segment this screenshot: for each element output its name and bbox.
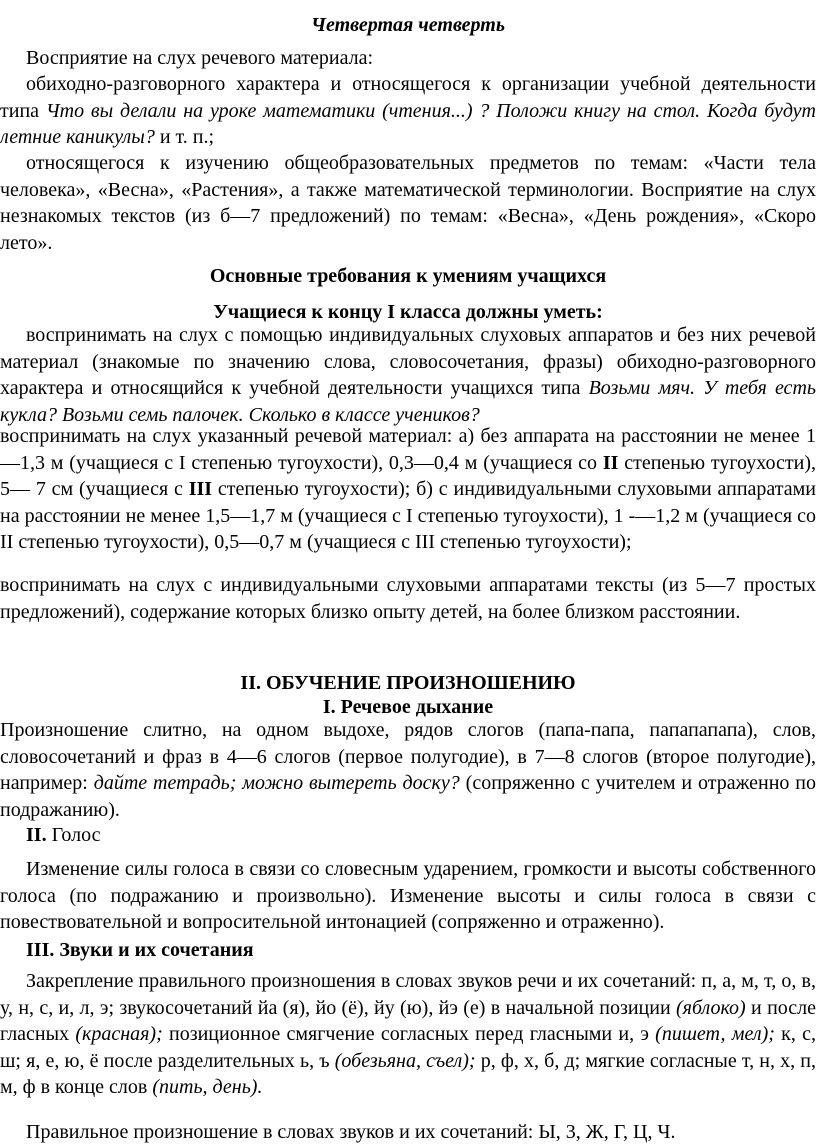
paragraph-everyday-speech	[0, 71, 816, 151]
degree-label: III	[188, 478, 213, 500]
example-phrases: Что вы делали на уроке математики (чтения...) ? Положи книгу на стол. Когда будут летние каникулы?	[0, 99, 816, 148]
text: и после гласных	[0, 996, 816, 1045]
text: Закрепление правильного произношения в словах звуков речи и их сочетаний: п, а, м, т, о, в, у, н, с, и, л, э; звукосочетаний йа (я), йо (ё), йу (ю), йэ (е) в начальной позиции	[0, 970, 816, 1019]
example-word: (обезьяна, съел);	[334, 1049, 476, 1072]
degree-label: II	[602, 451, 619, 474]
example-word: (пишет, мел);	[655, 1023, 775, 1045]
requirements-subheading: Учащиеся к концу I класса должны уметь:	[213, 301, 603, 323]
paragraph-perceive-aids	[0, 322, 816, 428]
section-label: Голос	[46, 824, 101, 846]
text: (сопряженно с учителем и отраженно по подражанию).	[0, 772, 816, 821]
paragraph-perceive-distance	[0, 423, 816, 556]
paragraph-voice: Изменение силы голоса в связи со словесным ударением, громкости и высоты собственного голоса (по подражанию и произвольно). Изменение высоты и силы голоса в связи с повествовательной и вопросительной интонацией (сопряженно и отраженно).	[0, 858, 816, 933]
quarter-title: Четвертая четверть	[311, 14, 505, 36]
section-title-sounds: III. Звуки и их сочетания	[26, 939, 254, 961]
text: воспринимать на слух указанный речевой материал: а) без аппарата на расстоянии не менее 1 —1,3 м (учащиеся с I степенью тугоухости), 0,3—0,4 м (учащиеся со	[0, 425, 816, 474]
text: обиходно-разговорного характера и относящегося к организации учебной деятельности типа	[0, 73, 816, 122]
example-word: (яблоко)	[675, 996, 746, 1019]
text: позиционное смягчение согласных перед гласными и, э	[162, 1023, 656, 1045]
section-title-pronunciation: II. ОБУЧЕНИЕ ПРОИЗНОШЕНИЮ	[240, 672, 576, 694]
text: Произношение слитно, на одном выдохе, рядов слогов (папа-папа, папапапапа), слов, словосочетаний и фраз в 4—6 слогов (первое полугодие), в 7—8 слогов (второе полугодие), например:	[0, 719, 816, 794]
text: степенью тугоухости); б) с индивидуальными слуховыми аппаратами на расстоянии не менее 1,5—1,7 м (учащиеся с I степенью тугоухости), 1 -—1,2 м (учащиеся со II степенью тугоухости), 0,5—0,7 м (учащиеся с III степенью тугоухости);	[0, 478, 816, 553]
paragraph-subjects: относящегося к изучению общеобразовательных предметов по темам: «Части тела человека», «Весна», «Растения», а также математической терминологии. Восприятие на слух незнакомых текстов (из б—7 предложений) по темам: «Весна», «День рождения», «Скоро лето».	[0, 152, 816, 254]
paragraph-intro: Восприятие на слух речевого материала:	[26, 47, 374, 69]
paragraph-perceive-texts: воспринимать на слух с индивидуальными слуховыми аппаратами тексты (из 5—7 простых предложений), содержание которых близко опыту детей, на более близком расстоянии.	[0, 574, 816, 623]
text: и т. п.;	[154, 126, 215, 148]
text: р, ф, х, б, д; мягкие согласные т, н, х, п, м, ф в конце слов	[0, 1049, 816, 1098]
section-subtitle-breathing: I. Речевое дыхание	[322, 696, 494, 718]
example-word: (красная);	[75, 1023, 163, 1045]
section-number: II.	[26, 824, 47, 846]
example-phrases: Возьми мяч. У тебя есть кукла? Возьми семь палочек. Сколько в классе учеников?	[0, 377, 816, 426]
paragraph-sounds-correct: Правильное произношение в словах звуков и их сочетаний: Ы, 3, Ж, Г, Ц, Ч.	[26, 1121, 676, 1143]
section-title-voice	[0, 822, 816, 848]
paragraph-sounds	[0, 968, 816, 1101]
text: степенью тугоухости), 5— 7 см (учащиеся с	[0, 451, 816, 500]
example-word: (пить, день).	[152, 1076, 263, 1098]
text: воспринимать на слух с помощью индивидуальных слуховых аппаратов и без них речевой материал (знакомые по значению слова, словосочетания, фразы) обиходно-разговорного характера и относящийся к учебной деятельности учащихся типа	[0, 324, 816, 399]
paragraph-breathing	[0, 717, 816, 823]
example-phrases: дайте тетрадь; можно вытереть доску?	[93, 772, 460, 794]
requirements-heading: Основные требования к умениям учащихся	[209, 265, 607, 287]
text: к, с, ш; я, е, ю, ё после разделительных ь, ъ	[0, 1023, 816, 1072]
